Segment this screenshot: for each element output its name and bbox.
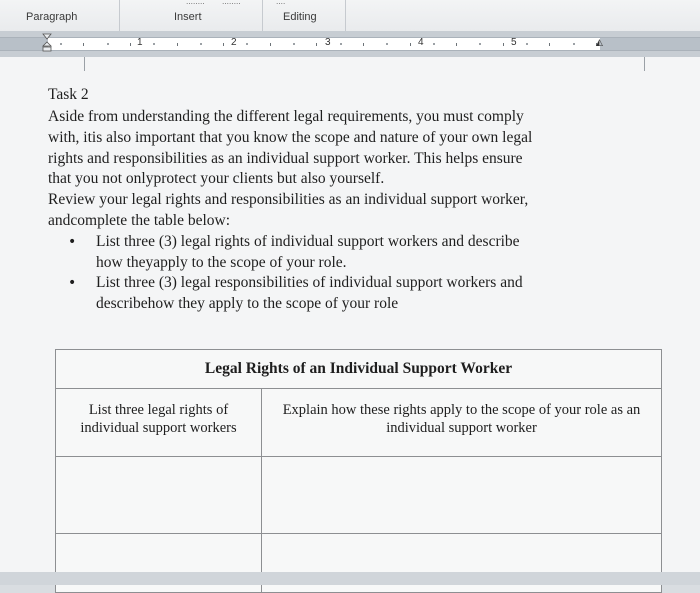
ruler-tick [386,43,388,45]
ruler-tick [83,43,84,46]
header-line: individual support worker [386,420,537,436]
bullet-line: List three (3) legal rights of individual support workers and describe [96,232,520,250]
ruler-tick [270,43,271,46]
table-cell-empty[interactable] [56,457,262,534]
ruler-tick [223,43,224,46]
ruler-tick [177,43,178,46]
ruler-tick [107,43,109,45]
bullet-icon: • [68,275,77,292]
table-title: Legal Rights of an Individual Support Worker [56,350,662,389]
bullet-line: how theyapply to the scope of your role. [96,253,347,271]
bullet-icon: • [68,233,77,250]
ruler-tick [526,43,528,45]
header-line: individual support workers [80,420,237,436]
ruler-tick [433,43,435,45]
bullet-item [48,273,648,315]
ruler-tick [340,43,342,45]
legal-rights-table[interactable] [55,349,662,593]
ruler-tick [293,43,295,45]
bullet-line: List three (3) legal responsibilities of individual support workers and [96,274,523,292]
ribbon-fragment: ‥‥‥‥ [222,0,241,6]
ruler-tick [479,43,481,45]
bottom-edge [0,572,700,585]
ruler-number: 4 [418,37,424,48]
table-cell-empty[interactable] [262,457,662,534]
margin-corner-mark [644,57,645,71]
ruler-tick [363,43,364,46]
ribbon-separator [262,0,263,31]
paragraph-line: with, itis also important that you know the scope and nature of your own legal [48,128,533,146]
margin-corner-mark [84,57,85,71]
horizontal-ruler[interactable] [48,37,600,51]
document-body[interactable] [48,84,648,315]
indent-marker-icon[interactable] [42,33,52,53]
task-heading: Task 2 [48,86,89,103]
header-line: Explain how these rights apply to the scope of your role as an [282,402,641,418]
table-header-col2[interactable] [262,389,662,457]
ruler-tick [503,43,504,46]
ruler-number: 3 [325,37,331,48]
ruler-tick [60,43,62,45]
ruler-tick [246,43,248,45]
ruler-tick [549,43,550,46]
ruler-tick [573,43,575,45]
ruler-tick [316,43,317,46]
tab-stop-icon[interactable]: ◭ [596,38,603,48]
ruler-tick [456,43,457,46]
paragraph-line: Aside from understanding the different legal requirements, you must comply [48,108,524,125]
ribbon-group-editing[interactable]: Editing [283,11,317,23]
ruler-number: 2 [231,37,237,48]
ribbon-group-insert[interactable]: Insert [174,11,202,23]
header-line: List three legal rights of [88,402,229,418]
ruler-tick [153,43,155,45]
ribbon-separator [345,0,346,31]
paragraph-line: andcomplete the table below: [48,211,231,229]
paragraph-line: Review your legal rights and responsibilities as an individual support worker, [48,191,529,209]
ruler-number: 5 [511,37,517,48]
ruler-right-margin [600,37,700,51]
ruler-tick [410,43,411,46]
ribbon-group-labels [0,0,700,32]
ribbon-separator [119,0,120,31]
ribbon-group-paragraph[interactable]: Paragraph [26,11,78,23]
bullet-list [48,232,648,315]
ruler-number: 1 [137,37,143,48]
table-row [56,457,662,534]
table-header-col1[interactable] [56,389,262,457]
paragraph-line: that you not onlyprotect your clients but also yourself. [48,170,385,188]
ruler-tick [200,43,202,45]
ruler-tick [130,43,131,46]
ribbon-fragment: ‥‥ [276,0,286,6]
ribbon-fragment: ‥‥‥‥ [186,0,205,6]
paragraph-line: rights and responsibilities as an individual support worker. This helps ensure [48,149,523,167]
ruler-left-margin [0,37,48,51]
bullet-line: describehow they apply to the scope of your role [96,295,399,313]
bullet-item [48,232,648,274]
